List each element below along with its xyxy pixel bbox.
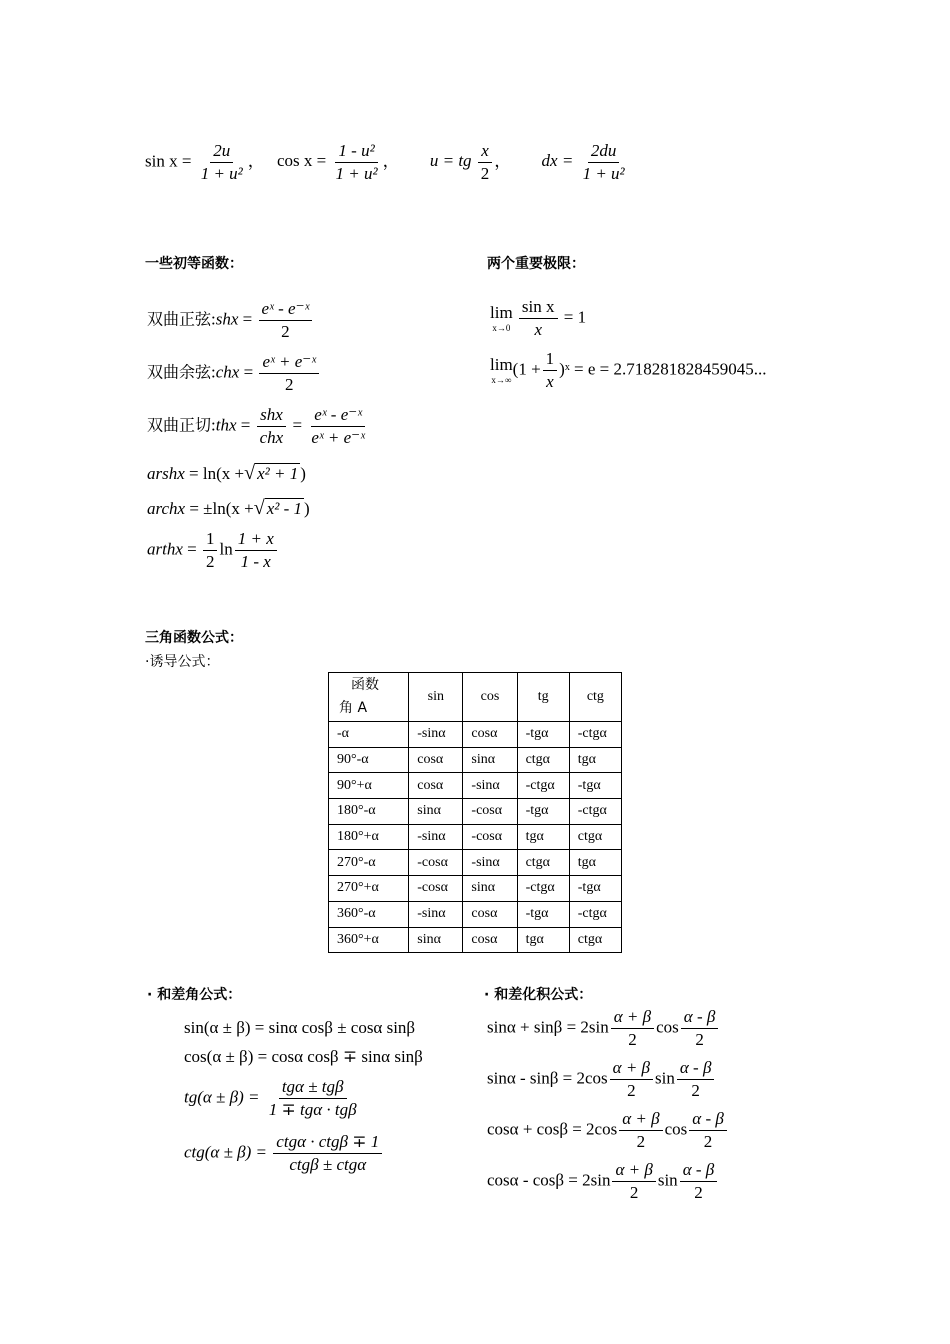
half-diff: α - β — [689, 1110, 727, 1131]
sp4-frac-a — [612, 1161, 655, 1202]
ctg-sum-formula — [184, 1133, 384, 1174]
table-cell-ctg: ctgα — [569, 927, 621, 953]
sp1-mid: cos — [656, 1017, 679, 1037]
sp2-frac-b — [677, 1059, 715, 1100]
sep: ， — [494, 151, 512, 171]
sp4-mid: sin — [657, 1170, 678, 1190]
sp1-frac-b — [681, 1008, 719, 1049]
header-sin: sin — [409, 673, 463, 722]
table-cell-cos: cosα — [463, 901, 517, 927]
table-cell-sin: sinα — [409, 799, 463, 825]
th-fraction-2 — [308, 406, 368, 447]
limit-2-den: x — [546, 371, 554, 391]
table-row — [329, 927, 622, 953]
sum-angle-heading: · 和差角公式： — [147, 987, 242, 1003]
table-cell-sin: -cosα — [409, 850, 463, 876]
header-corner-line2: 角 A — [339, 700, 368, 716]
half-sum: α + β — [619, 1110, 662, 1131]
induction-table — [328, 672, 622, 953]
half-sum: α + β — [611, 1008, 654, 1029]
table-cell-sin: -sinα — [409, 722, 463, 748]
table-row — [329, 773, 622, 799]
limit-1-num: sin x — [519, 298, 558, 319]
limit-1-rhs: = 1 — [563, 307, 587, 327]
table-cell-cos: -sinα — [463, 773, 517, 799]
sub-cos-den: 1 + u² — [335, 163, 378, 183]
table-cell-angle: 270°+α — [329, 876, 409, 902]
sub-sin-lhs: sin x = — [145, 151, 192, 171]
limit-2 — [490, 350, 766, 391]
ch-label: 双曲余弦 — [147, 362, 212, 382]
header-cos: cos — [463, 673, 517, 722]
sub-sin-den: 1 + u² — [200, 163, 243, 183]
arsh-lhs: arshx — [147, 464, 185, 483]
sp2-mid: sin — [655, 1068, 675, 1088]
sp3-frac-b — [689, 1110, 727, 1151]
table-row — [329, 799, 622, 825]
table-cell-tg: ctgα — [517, 747, 569, 773]
table-cell-angle: 90°+α — [329, 773, 409, 799]
table-cell-ctg: tgα — [569, 747, 621, 773]
sp3-lhs: cosα + cosβ = 2cos — [487, 1119, 618, 1139]
limit-1-operator — [490, 303, 513, 333]
sum-product-2 — [487, 1059, 716, 1100]
sub-u-lhs: u = tg — [429, 151, 472, 171]
two: 2 — [691, 1080, 700, 1100]
th-fraction-1 — [257, 406, 287, 447]
induction-label: ·诱导公式： — [145, 654, 220, 670]
table-cell-sin: cosα — [409, 747, 463, 773]
sp1-frac-a — [611, 1008, 654, 1049]
arch-post: ) — [304, 499, 310, 518]
sub-dx-lhs: dx = — [541, 151, 574, 171]
half-diff: α - β — [680, 1161, 718, 1182]
table-header-row — [329, 673, 622, 722]
table-cell-angle: 180°-α — [329, 799, 409, 825]
table-row — [329, 901, 622, 927]
sh-num: eˣ - e⁻ˣ — [259, 300, 313, 321]
sub-u-num: x — [478, 142, 492, 163]
limit-1-fraction — [519, 298, 558, 339]
header-corner — [329, 673, 409, 722]
table-cell-tg: -tgα — [517, 901, 569, 927]
table-cell-tg: -ctgα — [517, 876, 569, 902]
th-num1: shx — [257, 406, 286, 427]
sum-product-3 — [487, 1110, 729, 1151]
sp3-mid: cos — [664, 1119, 688, 1139]
table-cell-sin: -sinα — [409, 824, 463, 850]
two: 2 — [629, 1182, 639, 1202]
ch-fraction — [259, 353, 319, 394]
sub-cos-fraction — [333, 142, 381, 183]
sub-cos-num: 1 - u² — [335, 142, 377, 163]
table-cell-ctg: -ctgα — [569, 722, 621, 748]
table-row — [329, 722, 622, 748]
table-cell-sin: -cosα — [409, 876, 463, 902]
arsh-pre: ln(x + — [202, 464, 245, 483]
hyperbolic-heading: 一些初等函数： — [145, 256, 243, 272]
table-cell-angle: 360°-α — [329, 901, 409, 927]
two: 2 — [695, 1029, 704, 1049]
ctg-sum-fraction — [273, 1133, 382, 1174]
table-cell-angle: 180°+α — [329, 824, 409, 850]
sum-product-heading: · 和差化积公式： — [484, 987, 593, 1003]
table-cell-angle: 360°+α — [329, 927, 409, 953]
table-cell-ctg: -ctgα — [569, 799, 621, 825]
limit-2-pre: (1 + — [512, 359, 541, 379]
sep: ， — [247, 151, 265, 171]
arch-formula: archx = ±ln(x +√ x² - 1 ) — [147, 497, 310, 519]
arch-pre: ±ln(x + — [203, 499, 254, 518]
header-ctg: ctg — [569, 673, 621, 722]
two: 2 — [694, 1182, 703, 1202]
limit-2-rhs: = e = 2.718281828459045... — [574, 359, 767, 379]
ch-name: chx — [215, 362, 240, 382]
half-sum: α + β — [610, 1059, 653, 1080]
ch-formula: 双曲余弦:chx = $\frac{\text{eˣ + e⁻ˣ}}{2}$ — [147, 353, 321, 394]
lim-text: lim — [490, 303, 513, 323]
limit-1-den: x — [534, 319, 542, 339]
two: 2 — [636, 1131, 646, 1151]
table-cell-ctg: ctgα — [569, 824, 621, 850]
sp3-frac-a — [619, 1110, 662, 1151]
table-cell-angle: -α — [329, 722, 409, 748]
table-cell-tg: tgα — [517, 824, 569, 850]
table-cell-cos: cosα — [463, 722, 517, 748]
table-cell-sin: cosα — [409, 773, 463, 799]
table-row — [329, 824, 622, 850]
sub-sin-fraction — [198, 142, 246, 183]
th-label: 双曲正切 — [147, 415, 212, 435]
lim-sub: x→∞ — [491, 375, 512, 386]
limit-2-fraction — [543, 350, 558, 391]
table-cell-tg: -tgα — [517, 799, 569, 825]
table-cell-cos: -sinα — [463, 850, 517, 876]
sh-den: 2 — [281, 321, 290, 341]
sub-sin-num: 2u — [210, 142, 233, 163]
table-row — [329, 850, 622, 876]
limits-heading: 两个重要极限： — [487, 256, 585, 272]
table-cell-tg: -tgα — [517, 722, 569, 748]
arch-radicand: x² - 1 — [266, 499, 303, 518]
table-cell-cos: -cosα — [463, 824, 517, 850]
sep: ， — [382, 151, 400, 171]
sub-u-den: 2 — [480, 163, 490, 183]
header-corner-line1: 函数 — [351, 676, 379, 693]
sh-name: shx — [215, 309, 239, 329]
table-cell-cos: cosα — [463, 927, 517, 953]
limit-2-num: 1 — [543, 350, 558, 371]
sp2-frac-a — [610, 1059, 653, 1100]
table-cell-angle: 270°-α — [329, 850, 409, 876]
half-sum: α + β — [612, 1161, 655, 1182]
arth-lhs: arthx — [147, 539, 183, 559]
arth-num: 1 + x — [235, 530, 277, 551]
sp1-lhs: sinα + sinβ = 2sin — [487, 1017, 609, 1037]
table-cell-ctg: -tgα — [569, 876, 621, 902]
sub-dx-fraction — [580, 142, 628, 183]
sub-dx-den: 1 + u² — [582, 163, 625, 183]
sin-sum-formula: sin(α ± β) = sinα cosβ ± cosα sinβ — [184, 1018, 416, 1037]
sum-product-4 — [487, 1161, 719, 1202]
table-cell-cos: sinα — [463, 876, 517, 902]
th-den2: eˣ + e⁻ˣ — [311, 427, 365, 447]
header-tg: tg — [517, 673, 569, 722]
table-row — [329, 747, 622, 773]
ctg-sum-lhs: ctg(α ± β) = — [184, 1142, 268, 1162]
table-cell-sin: -sinα — [409, 901, 463, 927]
sp2-lhs: sinα - sinβ = 2cos — [487, 1068, 608, 1088]
arsh-formula: arshx = ln(x +√ x² + 1 ) — [147, 462, 306, 484]
table-body — [329, 722, 622, 953]
tg-sum-formula — [184, 1078, 362, 1119]
two: 2 — [628, 1029, 637, 1049]
sh-label: 双曲正弦 — [147, 309, 212, 329]
th-name: thx — [215, 415, 237, 435]
arth-den: 1 - x — [240, 551, 271, 571]
table-cell-ctg: -tgα — [569, 773, 621, 799]
two: 2 — [703, 1131, 713, 1151]
arth-ln: ln — [219, 539, 233, 559]
sub-cos-lhs: cos x = — [277, 151, 327, 171]
arsh-post: ) — [300, 464, 306, 483]
sh-fraction — [259, 300, 313, 341]
tg-sum-den: 1 ∓ tgα · tgβ — [268, 1099, 357, 1119]
substitution-formulas — [145, 142, 630, 183]
arsh-radicand: x² + 1 — [257, 464, 299, 483]
sp4-lhs: cosα - cosβ = 2sin — [487, 1170, 611, 1190]
th-formula: 双曲正切:thx = $\frac{\text{shx}}{\text{chx}}$ = $\frac{\text{eˣ - e⁻ˣ}}{\text{eˣ + e⁻ˣ}}$ — [147, 406, 370, 447]
cos-sum-formula: cos(α ± β) = cosα cosβ ∓ sinα sinβ — [184, 1047, 423, 1066]
limit-1 — [490, 298, 586, 339]
th-den1: chx — [259, 427, 284, 447]
ctg-sum-den: ctgβ ± ctgα — [289, 1154, 367, 1174]
sp4-frac-b — [680, 1161, 718, 1202]
table-cell-ctg: tgα — [569, 850, 621, 876]
two: 2 — [627, 1080, 636, 1100]
table-row — [329, 876, 622, 902]
tg-sum-fraction — [266, 1078, 360, 1119]
th-num2: eˣ - e⁻ˣ — [311, 406, 365, 427]
table-cell-sin: sinα — [409, 927, 463, 953]
sqrt-icon: √ — [253, 497, 265, 519]
table-cell-tg: tgα — [517, 927, 569, 953]
arth-fraction — [235, 530, 277, 571]
arth-coef-den: 2 — [205, 551, 215, 571]
sqrt-icon: √ — [244, 462, 256, 484]
half-diff: α - β — [677, 1059, 715, 1080]
table-cell-cos: sinα — [463, 747, 517, 773]
ch-den: 2 — [285, 374, 294, 394]
arth-coef-num: 1 — [203, 530, 218, 551]
table-cell-tg: ctgα — [517, 850, 569, 876]
lim-text: lim — [490, 355, 513, 375]
lim-sub: x→0 — [492, 323, 511, 334]
trig-heading: 三角函数公式： — [145, 630, 243, 646]
sub-dx-num: 2du — [588, 142, 620, 163]
arth-coef — [203, 530, 218, 571]
ch-num: eˣ + e⁻ˣ — [259, 353, 319, 374]
table-cell-ctg: -ctgα — [569, 901, 621, 927]
tg-sum-lhs: tg(α ± β) = — [184, 1087, 260, 1107]
sub-u-fraction — [478, 142, 493, 183]
limit-2-operator — [490, 355, 513, 385]
sum-product-1 — [487, 1008, 720, 1049]
arch-lhs: archx — [147, 499, 186, 518]
arth-formula: arthx = $\frac{1}{2}$ ln $\frac{1 + x}{1 - x}$ — [147, 530, 279, 571]
tg-sum-num: tgα ± tgβ — [279, 1078, 347, 1099]
limit-2-post: )ˣ — [559, 359, 570, 379]
half-diff: α - β — [681, 1008, 719, 1029]
table-cell-angle: 90°-α — [329, 747, 409, 773]
table-cell-tg: -ctgα — [517, 773, 569, 799]
ctg-sum-num: ctgα · ctgβ ∓ 1 — [273, 1133, 382, 1154]
sh-formula: 双曲正弦:shx = $\frac{\text{eˣ - e⁻ˣ}}{2}$ — [147, 300, 314, 341]
table-cell-cos: -cosα — [463, 799, 517, 825]
